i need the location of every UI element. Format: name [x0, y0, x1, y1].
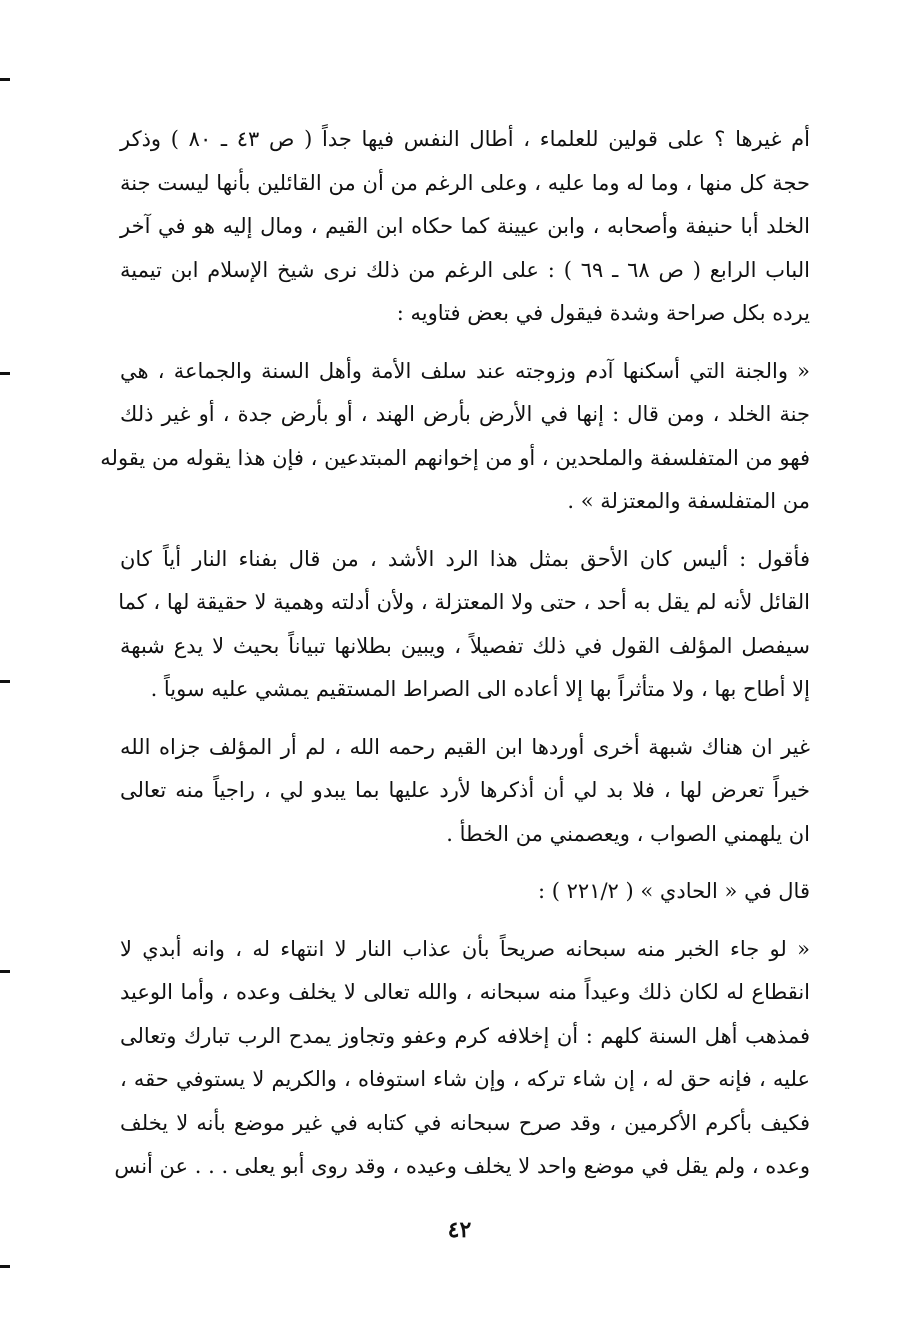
text-line: حجة كل منها ، وما له وما عليه ، وعلى الرغم من أن من القائلين بأنها ليست جنة: [120, 170, 810, 195]
text-line: « لو جاء الخبر منه سبحانه صريحاً بأن عذاب النار لا انتهاء له ، وانه أبدي لا: [120, 936, 810, 961]
page-body: [100, 118, 810, 1189]
text-line: فكيف بأكرم الأكرمين ، وقد صرح سبحانه في كتابه في غير موضع بأنه لا يخلف: [120, 1110, 810, 1135]
text-line: القائل لأنه لم يقل به أحد ، حتى ولا المعتزلة ، ولأن أدلته وهمية لا حقيقة لها ، كما: [118, 590, 810, 614]
paragraph: [120, 118, 810, 336]
text-line: وعده ، ولم يقل في موضع واحد لا يخلف وعيده ، وقد روى أبو يعلى . . . عن أنس: [114, 1154, 810, 1178]
margin-mark: [0, 78, 10, 81]
text-line: يرده بكل صراحة وشدة فيقول في بعض فتاويه :: [396, 301, 810, 325]
quote-paragraph: [114, 928, 810, 1189]
margin-mark: [0, 970, 10, 973]
text-line: فهو من المتفلسفة والملحدين ، أو من إخوانهم المبتدعين ، فإن هذا يقوله من يقوله: [100, 445, 810, 470]
text-line: قال في « الحادي » ( ٢٢١/٢ ) :: [538, 879, 810, 903]
text-line: « والجنة التي أسكنها آدم وزوجته عند سلف الأمة وأهل السنة والجماعة ، هي: [120, 358, 810, 383]
text-line: عليه ، فإنه حق له ، إن شاء تركه ، وإن شاء استوفاه ، والكريم لا يستوفي حقه ،: [120, 1067, 810, 1091]
citation-line: [120, 870, 810, 914]
text-line: الباب الرابع ( ص ٦٨ ـ ٦٩ ) : على الرغم من ذلك نرى شيخ الإسلام ابن تيمية: [120, 257, 810, 282]
text-line: ان يلهمني الصواب ، ويعصمني من الخطأ .: [446, 821, 810, 846]
text-line: انقطاع له لكان ذلك وعيداً منه سبحانه ، والله تعالى لا يخلف وعده ، وأما الوعيد: [120, 980, 810, 1004]
text-line: من المتفلسفة والمعتزلة » .: [567, 489, 810, 513]
text-line: فأقول : أليس كان الأحق بمثل هذا الرد الأشد ، من قال بفناء النار أياً كان: [120, 546, 810, 571]
text-line: خيراً تعرض لها ، فلا بد لي أن أذكرها لأرد عليها بما يبدو لي ، راجياً منه تعالى: [120, 778, 810, 802]
margin-mark: [0, 1265, 10, 1268]
text-line: فمذهب أهل السنة كلهم : أن إخلافه كرم وعفو وتجاوز يمدح الرب تبارك وتعالى: [120, 1023, 810, 1048]
margin-mark: [0, 372, 10, 375]
text-line: إلا أطاح بها ، ولا متأثراً بها إلا أعاده الى الصراط المستقيم يمشي عليه سوياً .: [150, 677, 810, 701]
text-line: الخلد أبا حنيفة وأصحابه ، وابن عيينة كما حكاه ابن القيم ، ومال إليه هو في آخر: [120, 214, 810, 238]
page-number: ٤٢: [447, 1217, 472, 1243]
text-line: غير ان هناك شبهة أخرى أوردها ابن القيم رحمه الله ، لم أر المؤلف جزاه الله: [120, 734, 810, 759]
quote-paragraph: [100, 350, 810, 524]
text-line: سيفصل المؤلف القول في ذلك تفصيلاً ، ويبين بطلانها تبياناً بحيث لا يدع شبهة: [120, 633, 810, 658]
text-line: جنة الخلد ، ومن قال : إنها في الأرض بأرض الهند ، أو بأرض جدة ، أو غير ذلك: [120, 402, 810, 426]
paragraph: [120, 538, 810, 712]
text-line: أم غيرها ؟ على قولين للعلماء ، أطال النفس فيها جداً ( ص ٤٣ ـ ٨٠ ) وذكر: [120, 127, 810, 151]
margin-mark: [0, 680, 10, 683]
paragraph: [120, 726, 810, 857]
